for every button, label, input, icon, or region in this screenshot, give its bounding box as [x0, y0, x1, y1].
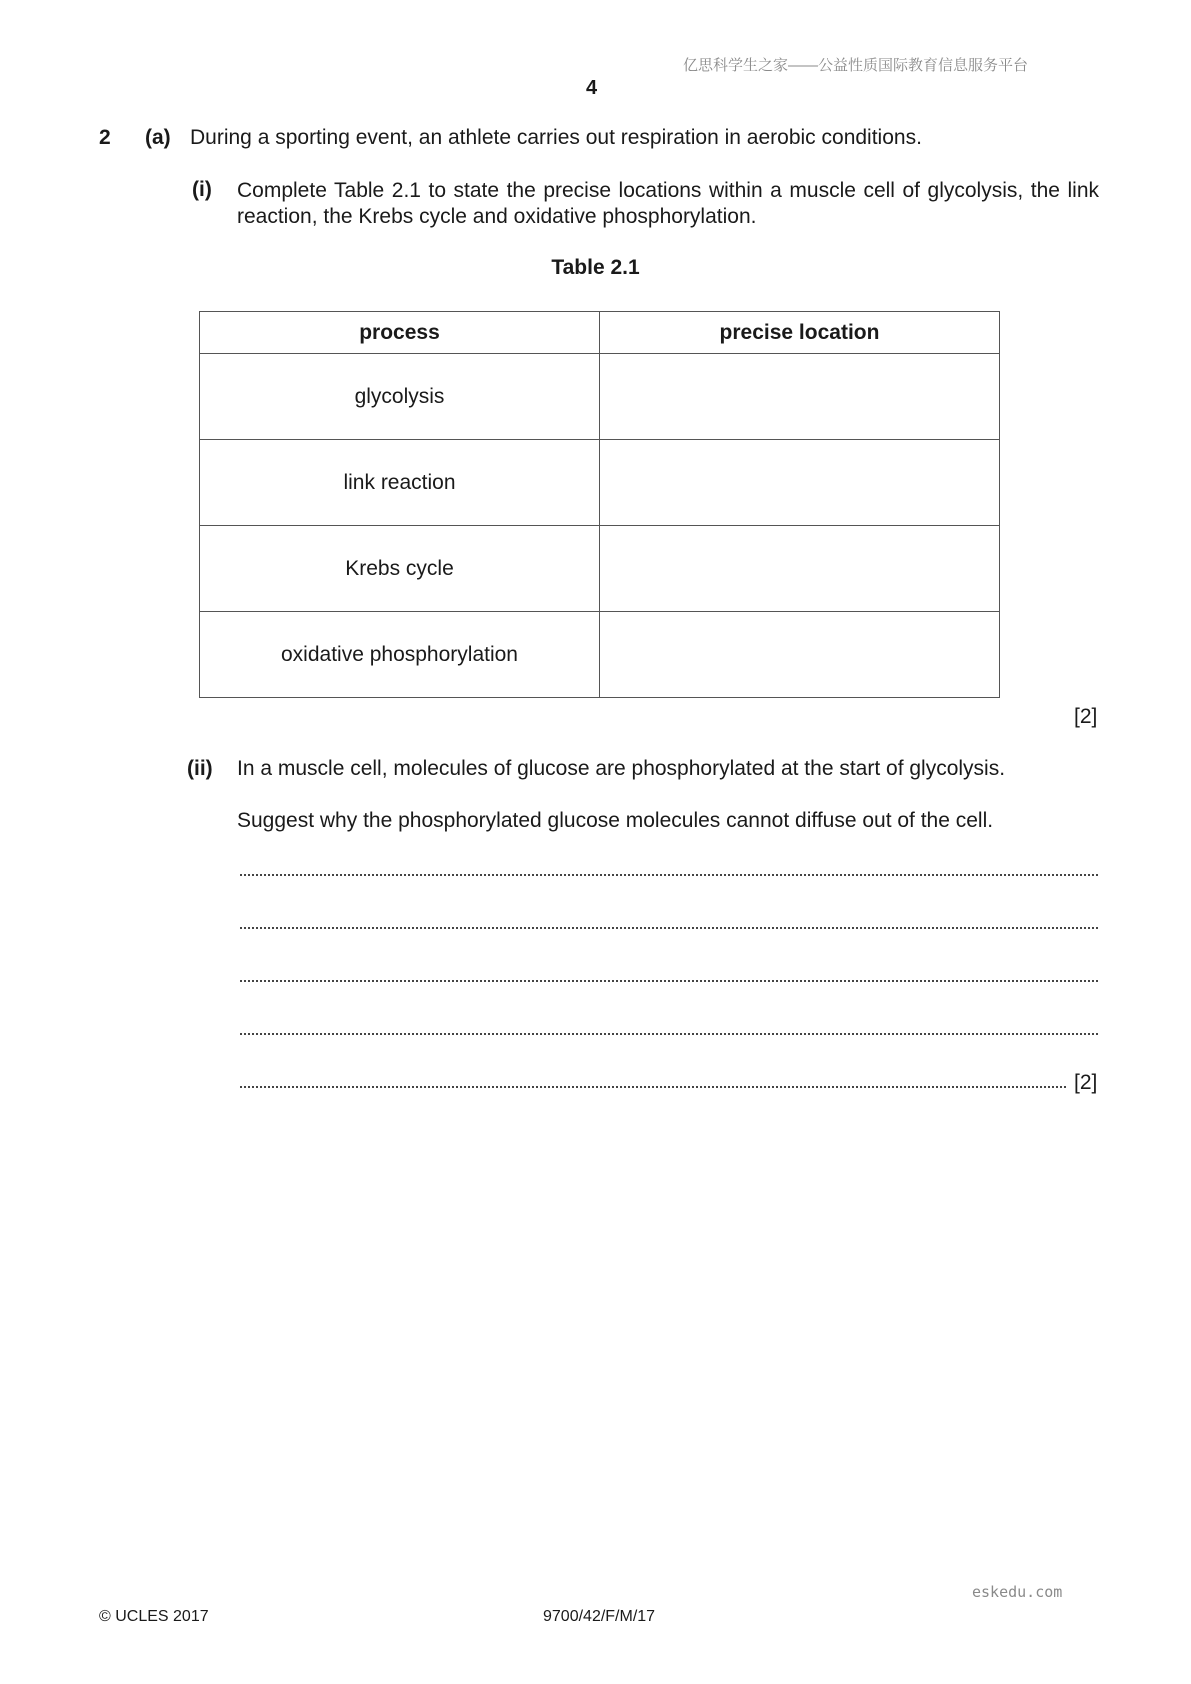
marks-label: [2] [1074, 705, 1098, 728]
process-cell: Krebs cycle [200, 526, 600, 612]
answer-line[interactable] [240, 1084, 1066, 1088]
marks-label: [2] [1074, 1071, 1098, 1094]
subquestion-i-label: (i) [192, 178, 212, 201]
answer-line[interactable] [240, 925, 1098, 929]
question-part-label: (a) [145, 126, 171, 149]
table-row [200, 612, 1000, 698]
table-title: Table 2.1 [551, 256, 640, 279]
table-row [200, 526, 1000, 612]
header-process: process [200, 312, 600, 354]
table-row [200, 354, 1000, 440]
process-cell: oxidative phosphorylation [200, 612, 600, 698]
question-number: 2 [99, 126, 111, 149]
answer-line[interactable] [240, 978, 1098, 982]
paper-code: 9700/42/F/M/17 [543, 1608, 656, 1625]
subquestion-ii-prompt: Suggest why the phosphorylated glucose molecules cannot diffuse out of the cell. [237, 809, 994, 832]
process-location-table [199, 311, 1000, 698]
subquestion-ii-text: In a muscle cell, molecules of glucose are phosphorylated at the start of glycolysis. [237, 757, 1006, 780]
watermark-header: 亿思科学生之家——公益性质国际教育信息服务平台 [683, 57, 1029, 74]
header-precise-location: precise location [600, 312, 1000, 354]
question-text: During a sporting event, an athlete carries out respiration in aerobic conditions. [190, 126, 922, 149]
subquestion-ii-label: (ii) [187, 757, 213, 780]
subquestion-i-text: Complete Table 2.1 to state the precise locations within a muscle cell of glycolysis, the link reaction, the Krebs cycle and oxidative phosphorylation. [237, 179, 1099, 228]
answer-line[interactable] [240, 872, 1098, 876]
table-header-row [200, 312, 1000, 354]
answer-line[interactable] [240, 1031, 1098, 1035]
location-answer-cell[interactable] [600, 440, 1000, 526]
copyright-notice: © UCLES 2017 [99, 1608, 209, 1625]
process-cell: link reaction [200, 440, 600, 526]
location-answer-cell[interactable] [600, 612, 1000, 698]
location-answer-cell[interactable] [600, 354, 1000, 440]
watermark-footer: eskedu.com [972, 1583, 1063, 1601]
location-answer-cell[interactable] [600, 526, 1000, 612]
table-row [200, 440, 1000, 526]
process-cell: glycolysis [200, 354, 600, 440]
page-number: 4 [586, 77, 598, 99]
